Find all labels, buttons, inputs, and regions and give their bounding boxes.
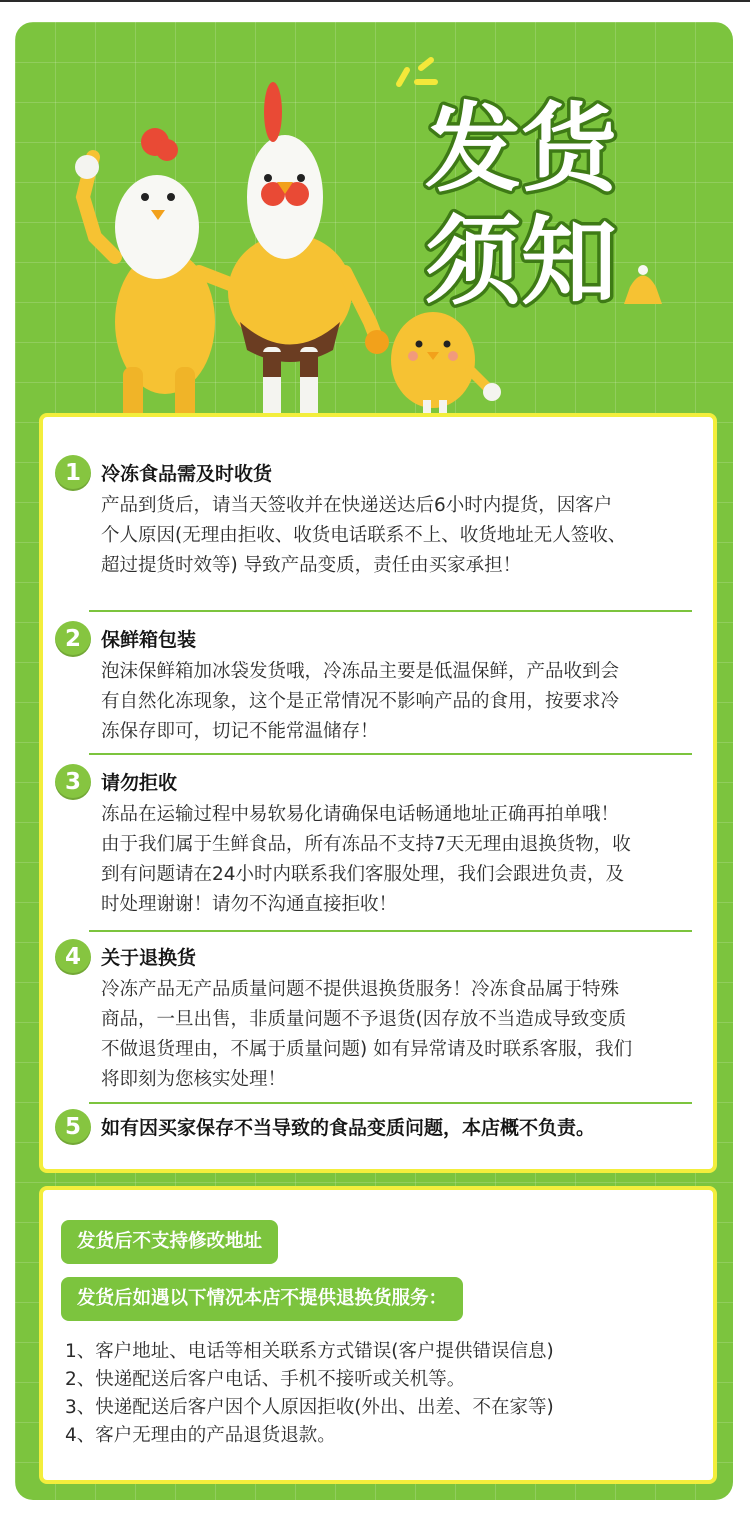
section-body <box>101 491 689 581</box>
section-body <box>101 975 689 1095</box>
list-item: 3、快递配送后客户因个人原因拒收(外出、出差、不在家等) <box>65 1397 554 1418</box>
body-line: 产品到货后，请当天签收并在快递送达后6小时内提货，因客户 <box>101 495 613 516</box>
top-border-line <box>0 0 750 2</box>
body-line: 个人原因(无理由拒收、收货电话联系不上、收货地址无人签收、 <box>101 525 627 546</box>
step-number-badge: 1 <box>55 455 91 491</box>
body-line: 不做退货理由，不属于质量问题) 如有异常请及时联系客服，我们 <box>101 1039 633 1060</box>
notice-card <box>39 413 717 1173</box>
chicken-mascot-left-icon <box>75 128 230 422</box>
section-title: 关于退换货 <box>101 947 197 969</box>
conditions-list <box>65 1338 554 1450</box>
list-item: 1、客户地址、电话等相关联系方式错误(客户提供错误信息) <box>65 1341 554 1362</box>
no-return-service-pill: 发货后如遇以下情况本店不提供退换货服务： <box>61 1277 463 1321</box>
step-number-badge: 2 <box>55 621 91 657</box>
list-item: 4、客户无理由的产品退货退款。 <box>65 1425 336 1446</box>
no-address-change-pill: 发货后不支持修改地址 <box>61 1220 278 1264</box>
body-line: 到有问题请在24小时内联系我们客服处理，我们会跟进负责，及 <box>101 864 625 885</box>
divider <box>89 753 692 755</box>
section-body <box>101 657 689 747</box>
title-graphic <box>413 77 643 312</box>
rooster-mascot-center-icon <box>228 82 389 422</box>
section-title: 冷冻食品需及时收货 <box>101 463 273 485</box>
body-line: 商品，一旦出售，非质量问题不予退货(因存放不当造成导致变质 <box>101 1009 627 1030</box>
body-line: 冷冻产品无产品质量问题不提供退换货服务！冷冻食品属于特殊 <box>101 979 620 1000</box>
title-line1: 发货 <box>425 93 617 205</box>
divider <box>89 610 692 612</box>
divider <box>89 1102 692 1104</box>
section-title: 保鲜箱包装 <box>101 629 197 651</box>
step-number-badge: 5 <box>55 1109 91 1145</box>
body-line: 超过提货时效等) 导致产品变质，责任由买家承担！ <box>101 555 522 576</box>
body-line: 将即刻为您核实处理！ <box>101 1069 287 1090</box>
step-number-badge: 4 <box>55 939 91 975</box>
divider <box>89 930 692 932</box>
body-line: 由于我们属于生鲜食品，所有冻品不支持7天无理由退换货物，收 <box>101 834 631 855</box>
body-line: 冻品在运输过程中易软易化请确保电话畅通地址正确再拍单哦！ <box>101 804 620 825</box>
shipping-notice-poster <box>15 22 733 1500</box>
section-title: 请勿拒收 <box>101 772 178 794</box>
body-line: 冻保存即可，切记不能常温储存！ <box>101 721 379 742</box>
body-line: 有自然化冻现象，这个是正常情况不影响产品的食用，按要求冷 <box>101 691 620 712</box>
step-number-badge: 3 <box>55 764 91 800</box>
after-shipping-card <box>39 1186 717 1484</box>
section-title: 如有因买家保存不当导致的食品变质问题，本店概不负责。 <box>101 1117 596 1139</box>
title-line2: 须知 <box>425 206 617 312</box>
body-line: 泡沫保鲜箱加冰袋发货哦，冷冻品主要是低温保鲜，产品收到会 <box>101 661 620 682</box>
list-item: 2、快递配送后客户电话、手机不接听或关机等。 <box>65 1369 466 1390</box>
section-body <box>101 800 689 920</box>
body-line: 时处理谢谢！请勿不沟通直接拒收！ <box>101 894 398 915</box>
